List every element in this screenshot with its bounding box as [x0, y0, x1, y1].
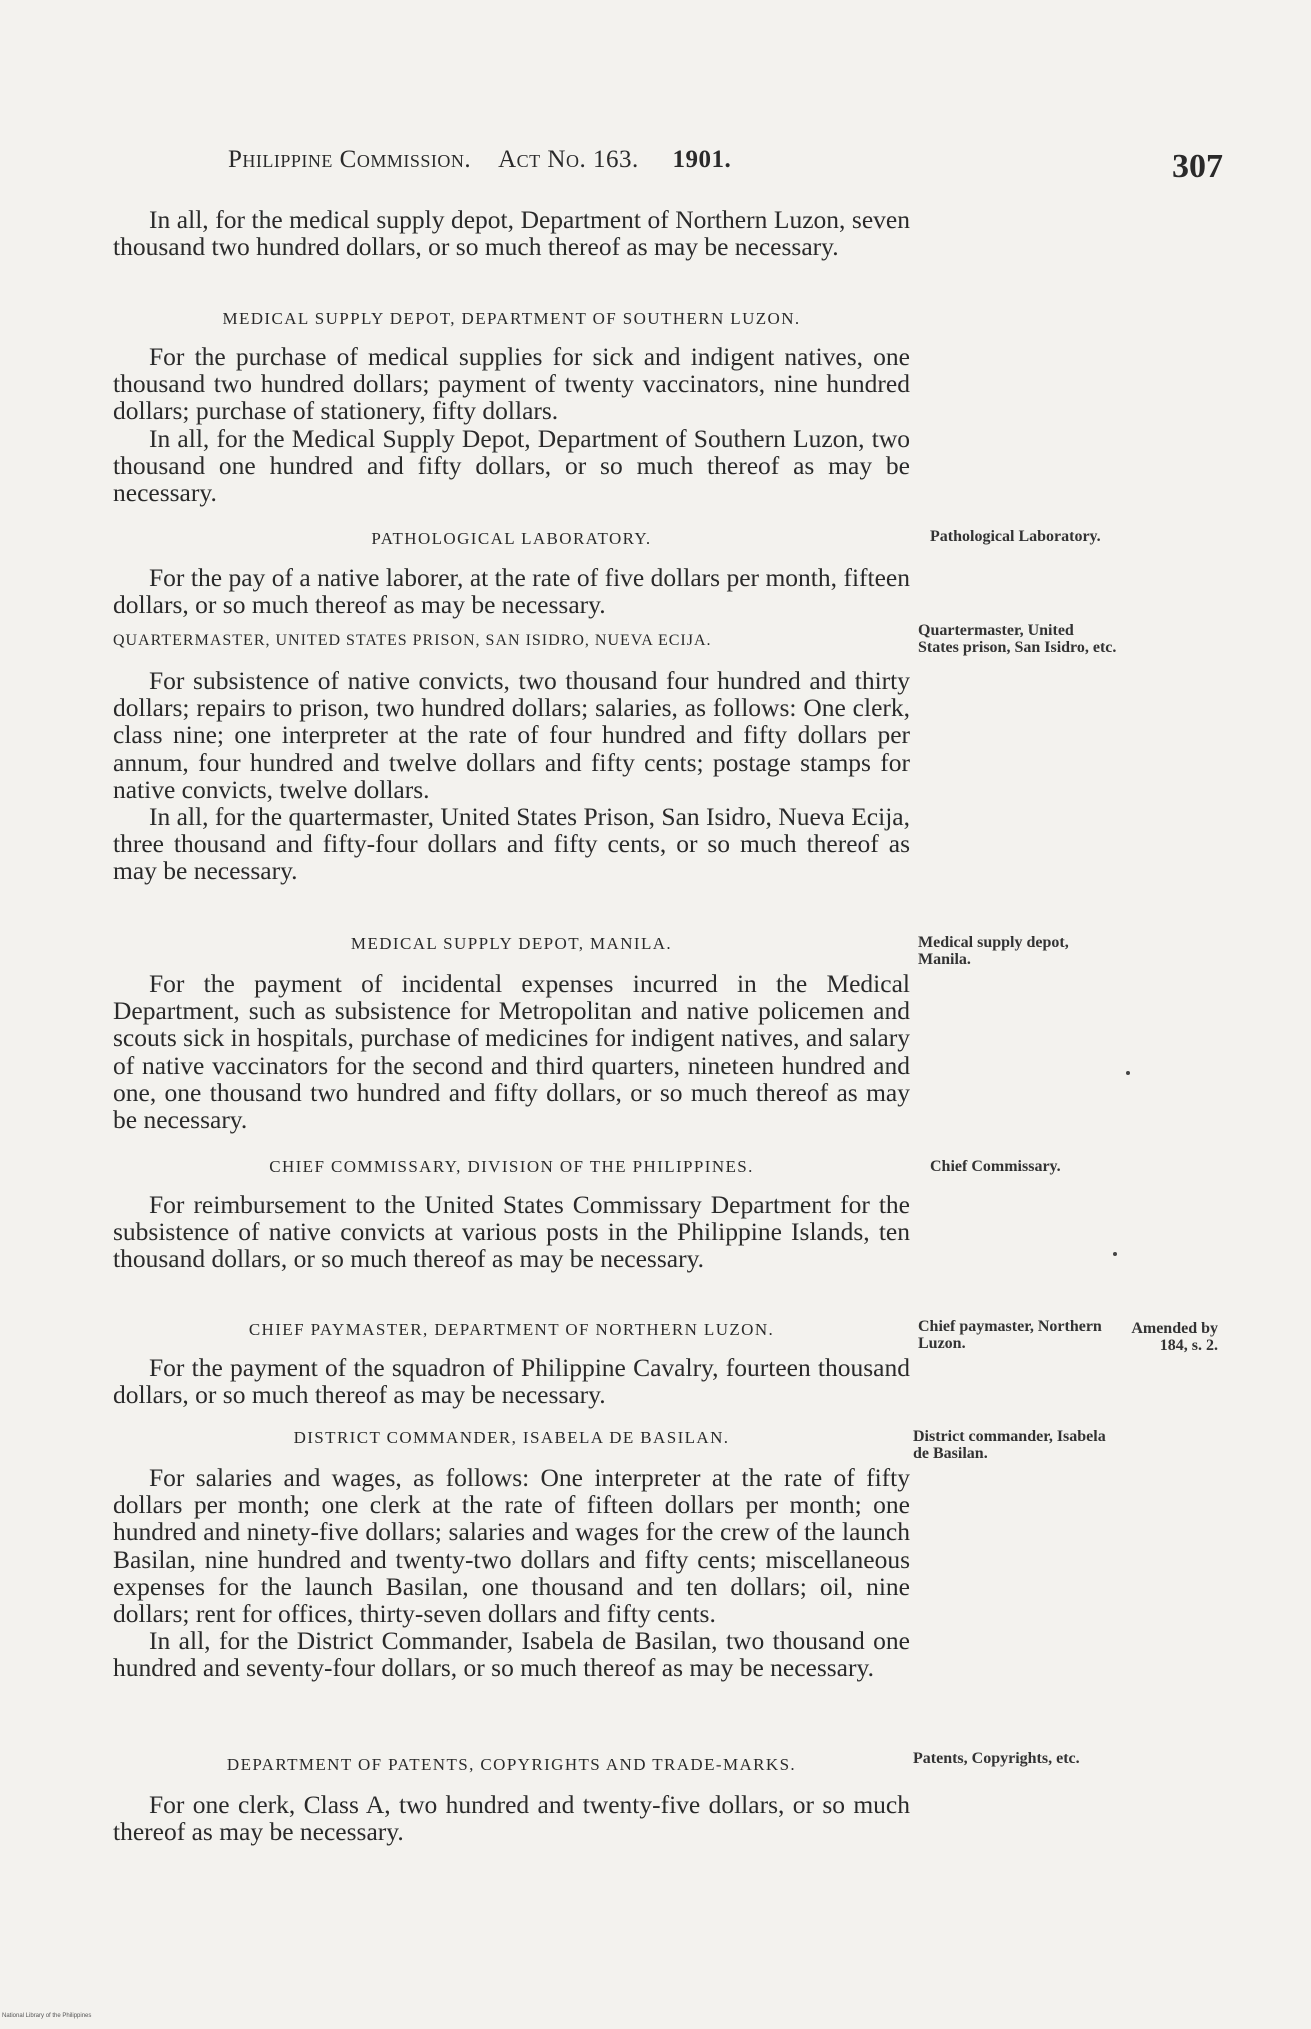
section-heading: MEDICAL SUPPLY DEPOT, DEPARTMENT OF SOUTHERN LUZON.: [222, 309, 801, 328]
margin-note: Chief Commissary.: [930, 1158, 1061, 1175]
section-heading: DISTRICT COMMANDER, ISABELA DE BASILAN.: [293, 1428, 730, 1447]
section-heading: DEPARTMENT OF PATENTS, COPYRIGHTS AND TRADE-MARKS.: [226, 1755, 797, 1774]
paragraph: For one clerk, Class A, two hundred and twenty-five dollars, or so much thereof as may be necessary.: [113, 1790, 910, 1847]
scan-footer: National Library of the Philippines: [2, 2013, 92, 2019]
margin-note: Chief paymaster, Northern Luzon.: [918, 1318, 1102, 1352]
margin-note: Pathological Laboratory.: [930, 528, 1101, 545]
section-body: [113, 1464, 910, 1682]
section-pathological: [113, 529, 910, 549]
paragraph: For subsistence of native convicts, two thousand four hundred and thirty dollars; repairs to prison, two hundred dollars; salaries, as follows: One clerk, class nine; one interpreter at the rate of four hundred and fifty dollars per annum, four hundred and twelve dollars and fifty cents; postage stamps for native convicts, twelve dollars.: [113, 666, 910, 804]
paragraph: In all, for the District Commander, Isabela de Basilan, two thousand one hundred and seventy-four dollars, or so much thereof as may be necessary.: [113, 1626, 910, 1683]
section-commissary: [113, 1157, 910, 1177]
section-manila: [113, 934, 910, 954]
margin-note: Medical supply depot, Manila.: [918, 934, 1069, 968]
print-speck: [1126, 1071, 1130, 1075]
margin-note: Patents, Copyrights, etc.: [913, 1750, 1080, 1767]
section-patents: [113, 1755, 910, 1775]
section-southern-luzon: [113, 309, 910, 329]
section-body: [113, 1191, 910, 1273]
running-head: [228, 146, 848, 174]
section-heading: CHIEF PAYMASTER, DEPARTMENT OF NORTHERN LUZON.: [248, 1320, 775, 1339]
section-body: [113, 343, 910, 506]
margin-note: District commander, Isabela de Basilan.: [913, 1428, 1106, 1462]
section-basilan: [113, 1428, 910, 1448]
paragraph: For salaries and wages, as follows: One interpreter at the rate of fifty dollars per month; one clerk at the rate of fifteen dollars per month; one hundred and ninety-five dollars; salaries and wages for the crew of the launch Basilan, nine hundred and twenty-two dollars and fifty cents; miscellaneous expenses for the launch Basilan, one thousand and ten dollars; oil, nine dollars; rent for offices, thirty-seven dollars and fifty cents.: [113, 1463, 910, 1629]
section-body: [113, 1354, 910, 1408]
section-quartermaster: [113, 632, 910, 650]
section-body: [113, 667, 910, 885]
margin-note-amended: Amended by 184, s. 2.: [1131, 1320, 1218, 1354]
section-body: [113, 564, 910, 618]
section-paymaster: [113, 1320, 910, 1340]
paragraph: For the purchase of medical supplies for sick and indigent natives, one thousand two hundred dollars; payment of twenty vaccinators, nine hundred dollars; purchase of stationery, fifty dollars.: [113, 342, 910, 426]
running-head-year: 1901.: [672, 146, 732, 173]
paragraph: In all, for the Medical Supply Depot, Department of Southern Luzon, two thousand one hundred and fifty dollars, or so much thereof as may be necessary.: [113, 423, 910, 508]
margin-note: Quartermaster, United States prison, San Isidro, etc.: [918, 622, 1117, 656]
section-heading: MEDICAL SUPPLY DEPOT, MANILA.: [350, 934, 673, 953]
page-number: 307: [1172, 148, 1223, 185]
running-head-act: Act No. 163.: [498, 146, 639, 173]
paragraph: For the pay of a native laborer, at the rate of five dollars per month, fifteen dollars, or so much thereof as may be necessary.: [113, 563, 910, 620]
section-heading: CHIEF COMMISSARY, DIVISION OF THE PHILIPPINES.: [269, 1157, 754, 1176]
section-heading: QUARTERMASTER, UNITED STATES PRISON, SAN ISIDRO, NUEVA ECIJA.: [113, 632, 712, 649]
print-speck: [1113, 1252, 1117, 1256]
paragraph: For the payment of incidental expenses incurred in the Medical Department, such as subsistence for Metropolitan and native policemen and scouts sick in hospitals, purchase of medicines for indigent natives, and salary of native vaccinators for the second and third quarters, nineteen hundred and one, one thousand two hundred and fifty dollars, or so much thereof as may be necessary.: [113, 969, 910, 1135]
paragraph: For reimbursement to the United States Commissary Department for the subsistence of native convicts at various posts in the Philippine Islands, ten thousand dollars, or so much thereof as may be necessary.: [113, 1190, 910, 1274]
running-head-title: Philippine Commission.: [228, 146, 472, 173]
section-body: [113, 970, 910, 1133]
section-continuation: [113, 206, 910, 260]
section-heading: PATHOLOGICAL LABORATORY.: [371, 529, 652, 548]
paragraph: In all, for the quartermaster, United States Prison, San Isidro, Nueva Ecija, three thousand and fifty-four dollars and fifty cents, or so much thereof as may be necessary.: [113, 802, 910, 886]
paragraph: For the payment of the squadron of Philippine Cavalry, fourteen thousand dollars, or so much thereof as may be necessary.: [113, 1353, 910, 1410]
section-body: [113, 1791, 910, 1845]
paragraph: In all, for the medical supply depot, Department of Northern Luzon, seven thousand two hundred dollars, or so much thereof as may be necessary.: [113, 205, 910, 262]
